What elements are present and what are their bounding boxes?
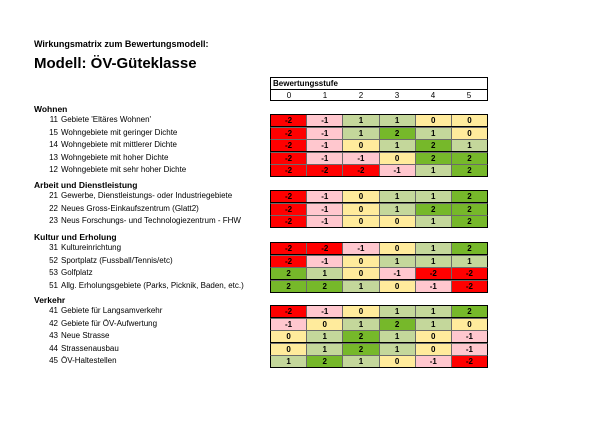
matrix-row	[270, 255, 488, 268]
row-name: Wohngebiete mit mittlerer Dichte	[61, 140, 177, 150]
matrix-cell: 2	[271, 268, 307, 279]
rating-level-header: Bewertungsstufe	[270, 77, 488, 89]
row-code: 52	[49, 255, 58, 265]
matrix-cell: 0	[343, 140, 379, 151]
matrix-cell: 1	[380, 306, 416, 317]
matrix-row	[270, 330, 488, 343]
matrix-cell: 2	[452, 306, 487, 317]
row-code: 44	[49, 343, 58, 353]
row-label	[40, 152, 168, 164]
row-label	[40, 330, 109, 342]
matrix-cell: 2	[416, 140, 452, 151]
matrix-cell: 1	[416, 319, 452, 330]
matrix-cell: -2	[271, 153, 307, 164]
row-name: Wohngebiete mit geringer Dichte	[61, 127, 178, 137]
matrix-cell: 0	[452, 128, 487, 139]
matrix-cell: -1	[380, 268, 416, 279]
matrix-cell: 0	[343, 256, 379, 267]
matrix-cell: -2	[271, 191, 307, 202]
level-label: 1	[322, 91, 328, 100]
matrix-cell: 0	[271, 344, 307, 355]
matrix-cell: 1	[307, 331, 343, 342]
matrix-cell: 1	[343, 115, 379, 126]
level-label: 5	[466, 91, 472, 100]
row-name: Kultureinrichtung	[61, 243, 122, 252]
matrix-row	[270, 152, 488, 165]
matrix-cell: 0	[307, 319, 343, 330]
matrix-cell: -1	[380, 165, 416, 176]
matrix-cell: -1	[343, 153, 379, 164]
row-label	[40, 305, 162, 317]
row-code: 21	[49, 191, 58, 200]
matrix-cell: -2	[271, 306, 307, 317]
matrix-cell: -1	[452, 331, 487, 342]
matrix-cell: 1	[380, 115, 416, 126]
matrix-row	[270, 305, 488, 318]
row-code: 51	[49, 280, 58, 290]
matrix-cell: 0	[452, 319, 487, 330]
row-code: 43	[49, 331, 58, 341]
matrix-row	[270, 343, 488, 356]
row-label	[40, 164, 186, 176]
matrix-cell: 1	[380, 140, 416, 151]
matrix-cell: -2	[452, 268, 487, 279]
matrix-cell: 1	[380, 331, 416, 342]
matrix-cell: -2	[271, 128, 307, 139]
row-name: Gebiete für Langsamverkehr	[61, 306, 163, 315]
page-title: Modell: ÖV-Güteklasse	[34, 55, 197, 72]
matrix-cell: 0	[380, 281, 416, 292]
matrix-cell: 1	[380, 256, 416, 267]
matrix-cell: 1	[452, 256, 487, 267]
matrix-cell: 2	[452, 216, 487, 227]
row-name: Neus Forschungs- und Technologiezentrum - FHW	[61, 216, 241, 226]
row-label	[40, 255, 173, 267]
row-label	[40, 203, 199, 215]
matrix-cell: 2	[452, 153, 487, 164]
section-heading: Verkehr	[34, 295, 66, 305]
matrix-cell: -1	[307, 216, 343, 227]
matrix-cell: -1	[307, 115, 343, 126]
matrix-row	[270, 215, 488, 228]
matrix-cell: -2	[271, 165, 307, 176]
row-name: Neues Gross-Einkaufszentrum (Glatt2)	[61, 203, 199, 213]
matrix-cell: 0	[343, 216, 379, 227]
row-name: Wohngebiete mit hoher Dichte	[61, 152, 169, 162]
matrix-cell: 0	[416, 331, 452, 342]
matrix-cell: 2	[416, 204, 452, 215]
matrix-cell: -2	[271, 140, 307, 151]
matrix-row	[270, 267, 488, 280]
matrix-cell: 2	[452, 165, 487, 176]
matrix-cell: -2	[271, 204, 307, 215]
matrix-cell: 1	[380, 344, 416, 355]
row-code: 13	[49, 152, 58, 162]
row-label	[40, 139, 177, 151]
row-code: 31	[49, 243, 58, 252]
matrix-cell: 2	[343, 344, 379, 355]
matrix-cell: -1	[452, 344, 487, 355]
matrix-cell: 2	[307, 281, 343, 292]
matrix-cell: 0	[380, 356, 416, 367]
level-label: 2	[358, 91, 364, 100]
matrix-cell: -2	[271, 115, 307, 126]
row-code: 12	[49, 165, 58, 175]
matrix-cell: 0	[380, 153, 416, 164]
row-name: Gebiete 'Eltäres Wohnen'	[61, 115, 152, 124]
level-label: 0	[286, 91, 292, 100]
row-label	[40, 355, 117, 367]
row-code: 14	[49, 140, 58, 150]
matrix-cell: -1	[343, 243, 379, 254]
level-label: 3	[394, 91, 400, 100]
matrix-cell: 1	[416, 256, 452, 267]
matrix-row	[270, 318, 488, 331]
matrix-cell: 0	[416, 115, 452, 126]
matrix-cell: -2	[271, 243, 307, 254]
matrix-cell: -2	[271, 256, 307, 267]
matrix-cell: -1	[307, 128, 343, 139]
matrix-cell: 1	[343, 319, 379, 330]
row-name: ÖV-Haltestellen	[61, 356, 117, 366]
matrix-cell: 1	[343, 128, 379, 139]
matrix-cell: 2	[343, 331, 379, 342]
matrix-row	[270, 203, 488, 216]
matrix-row	[270, 127, 488, 140]
matrix-cell: 1	[416, 128, 452, 139]
matrix-cell: -1	[416, 356, 452, 367]
matrix-cell: -1	[307, 140, 343, 151]
matrix-cell: -1	[307, 256, 343, 267]
matrix-cell: 0	[343, 204, 379, 215]
matrix-row	[270, 242, 488, 255]
row-name: Allg. Erholungsgebiete (Parks, Picknik, Baden, etc.)	[61, 280, 244, 290]
row-name: Wohngebiete mit sehr hoher Dichte	[61, 165, 187, 175]
matrix-cell: -2	[307, 243, 343, 254]
row-label	[40, 343, 119, 355]
matrix-cell: 2	[380, 319, 416, 330]
matrix-cell: 1	[452, 140, 487, 151]
matrix-cell: 0	[416, 344, 452, 355]
matrix-row	[270, 190, 488, 203]
matrix-cell: 1	[416, 191, 452, 202]
matrix-cell: -2	[271, 216, 307, 227]
level-label: 4	[430, 91, 436, 100]
row-code: 11	[49, 115, 58, 124]
matrix-row	[270, 280, 488, 293]
matrix-cell: 1	[416, 165, 452, 176]
row-name: Golfplatz	[61, 268, 93, 278]
matrix-cell: 0	[343, 268, 379, 279]
matrix-cell: 1	[307, 268, 343, 279]
matrix-cell: -2	[452, 356, 487, 367]
matrix-cell: 2	[416, 153, 452, 164]
matrix-cell: 0	[380, 243, 416, 254]
matrix-row	[270, 164, 488, 177]
matrix-cell: -2	[307, 165, 343, 176]
matrix-cell: 1	[416, 243, 452, 254]
matrix-cell: -1	[271, 319, 307, 330]
row-label	[40, 267, 93, 279]
matrix-subtitle: Wirkungsmatrix zum Bewertungsmodell:	[34, 39, 209, 49]
matrix-cell: -1	[307, 153, 343, 164]
matrix-cell: 0	[271, 331, 307, 342]
matrix-row	[270, 114, 488, 127]
matrix-cell: -1	[416, 281, 452, 292]
matrix-cell: 0	[452, 115, 487, 126]
matrix-cell: 0	[343, 191, 379, 202]
matrix-cell: -1	[307, 191, 343, 202]
matrix-cell: 2	[307, 356, 343, 367]
matrix-cell: -2	[452, 281, 487, 292]
matrix-row	[270, 139, 488, 152]
row-code: 42	[49, 318, 58, 328]
matrix-cell: 2	[380, 128, 416, 139]
row-name: Neue Strasse	[61, 331, 110, 341]
matrix-cell: 1	[416, 306, 452, 317]
matrix-cell: 2	[452, 191, 487, 202]
matrix-cell: 1	[307, 344, 343, 355]
rating-level-row	[270, 89, 488, 101]
matrix-cell: 1	[343, 356, 379, 367]
row-code: 23	[49, 216, 58, 226]
row-name: Strassenausbau	[61, 343, 119, 353]
matrix-cell: 1	[271, 356, 307, 367]
row-label	[40, 127, 177, 139]
row-code: 45	[49, 356, 58, 366]
matrix-cell: -2	[343, 165, 379, 176]
matrix-cell: 2	[452, 204, 487, 215]
matrix-cell: -2	[416, 268, 452, 279]
row-label	[40, 318, 157, 330]
matrix-cell: 2	[452, 243, 487, 254]
row-label	[40, 280, 244, 292]
matrix-cell: 1	[416, 216, 452, 227]
matrix-cell: 1	[380, 191, 416, 202]
section-heading: Arbeit und Dienstleistung	[34, 180, 138, 190]
row-name: Gewerbe, Dienstleistungs- oder Industriegebiete	[61, 191, 233, 200]
matrix-row	[270, 355, 488, 368]
matrix-cell: -1	[307, 204, 343, 215]
matrix-cell: 2	[271, 281, 307, 292]
row-label	[40, 114, 151, 126]
row-name: Sportplatz (Fussball/Tennis/etc)	[61, 255, 173, 265]
row-code: 53	[49, 268, 58, 278]
matrix-cell: -1	[307, 306, 343, 317]
matrix-cell: 1	[343, 281, 379, 292]
row-code: 15	[49, 127, 58, 137]
section-heading: Wohnen	[34, 104, 68, 114]
row-code: 22	[49, 203, 58, 213]
matrix-cell: 0	[380, 216, 416, 227]
row-label	[40, 215, 241, 227]
row-label	[40, 242, 121, 254]
matrix-cell: 0	[343, 306, 379, 317]
row-label	[40, 190, 232, 202]
row-name: Gebiete für ÖV-Aufwertung	[61, 318, 158, 328]
row-code: 41	[49, 306, 58, 315]
matrix-cell: 1	[380, 204, 416, 215]
section-heading: Kultur und Erholung	[34, 232, 117, 242]
